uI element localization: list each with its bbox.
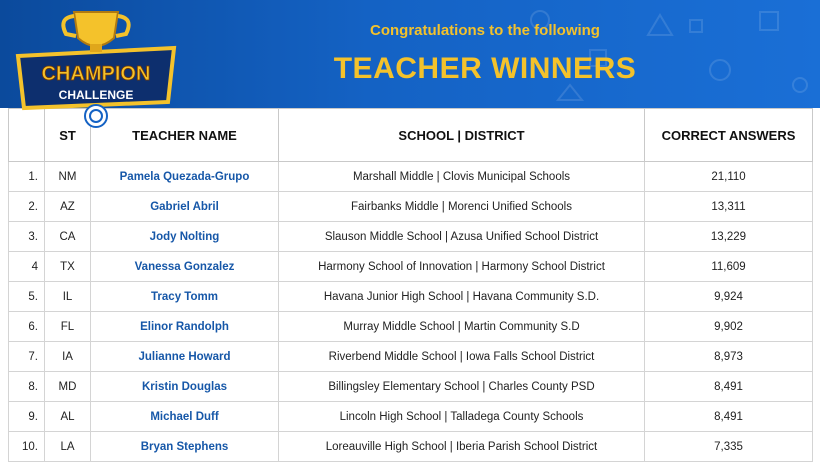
state: CA: [45, 222, 91, 252]
teacher-name: Vanessa Gonzalez: [91, 252, 279, 282]
rank: 10.: [9, 432, 45, 462]
table-row: [9, 312, 813, 342]
table-row: [9, 252, 813, 282]
table-row: [9, 372, 813, 402]
banner-title: TEACHER WINNERS: [333, 52, 637, 85]
teacher-name: Michael Duff: [91, 402, 279, 432]
table-row: [9, 222, 813, 252]
table-row: [9, 432, 813, 462]
table-row: [9, 402, 813, 432]
col-correct-answers: CORRECT ANSWERS: [645, 109, 813, 162]
school-district: Riverbend Middle School | Iowa Falls School District: [279, 342, 645, 372]
state: IA: [45, 342, 91, 372]
state: AL: [45, 402, 91, 432]
table-row: [9, 342, 813, 372]
correct-answers: 9,902: [645, 312, 813, 342]
rank: 1.: [9, 162, 45, 192]
svg-text:CHAMPION: CHAMPION: [41, 63, 151, 85]
school-district: Billingsley Elementary School | Charles County PSD: [279, 372, 645, 402]
table-row: [9, 162, 813, 192]
rank: 7.: [9, 342, 45, 372]
teacher-name: Bryan Stephens: [91, 432, 279, 462]
school-district: Havana Junior High School | Havana Community S.D.: [279, 282, 645, 312]
col-school-district: SCHOOL | DISTRICT: [279, 109, 645, 162]
state: LA: [45, 432, 91, 462]
correct-answers: 13,311: [645, 192, 813, 222]
school-district: Fairbanks Middle | Morenci Unified Schools: [279, 192, 645, 222]
state: MD: [45, 372, 91, 402]
teacher-name: Elinor Randolph: [91, 312, 279, 342]
correct-answers: 8,491: [645, 402, 813, 432]
teacher-name: Julianne Howard: [91, 342, 279, 372]
correct-answers: 7,335: [645, 432, 813, 462]
rank: 3.: [9, 222, 45, 252]
correct-answers: 8,973: [645, 342, 813, 372]
state: FL: [45, 312, 91, 342]
rank: 4: [9, 252, 45, 282]
state: AZ: [45, 192, 91, 222]
table-row: [9, 192, 813, 222]
rank: 6.: [9, 312, 45, 342]
col-state: ST: [45, 109, 91, 162]
state: IL: [45, 282, 91, 312]
col-teacher-name: TEACHER NAME: [91, 109, 279, 162]
school-district: Murray Middle School | Martin Community S.D: [279, 312, 645, 342]
correct-answers: 8,491: [645, 372, 813, 402]
rank: 8.: [9, 372, 45, 402]
state: NM: [45, 162, 91, 192]
champion-challenge-logo: [10, 4, 182, 132]
teacher-name: Gabriel Abril: [91, 192, 279, 222]
school-district: Marshall Middle | Clovis Municipal Schools: [279, 162, 645, 192]
teacher-name: Kristin Douglas: [91, 372, 279, 402]
correct-answers: 9,924: [645, 282, 813, 312]
teacher-name: Pamela Quezada-Grupo: [91, 162, 279, 192]
svg-text:CHALLENGE: CHALLENGE: [58, 88, 134, 102]
teacher-name: Jody Nolting: [91, 222, 279, 252]
correct-answers: 11,609: [645, 252, 813, 282]
school-district: Loreauville High School | Iberia Parish School District: [279, 432, 645, 462]
table-row: [9, 282, 813, 312]
rank: 2.: [9, 192, 45, 222]
rank: 9.: [9, 402, 45, 432]
trophy-icon: [63, 12, 128, 52]
correct-answers: 13,229: [645, 222, 813, 252]
school-district: Lincoln High School | Talladega County Schools: [279, 402, 645, 432]
banner-subtitle: Congratulations to the following: [370, 22, 600, 39]
rank: 5.: [9, 282, 45, 312]
teacher-name: Tracy Tomm: [91, 282, 279, 312]
state: TX: [45, 252, 91, 282]
winners-table-container: [8, 108, 812, 462]
correct-answers: 21,110: [645, 162, 813, 192]
school-district: Harmony School of Innovation | Harmony School District: [279, 252, 645, 282]
winners-table: [8, 108, 813, 462]
school-district: Slauson Middle School | Azusa Unified School District: [279, 222, 645, 252]
